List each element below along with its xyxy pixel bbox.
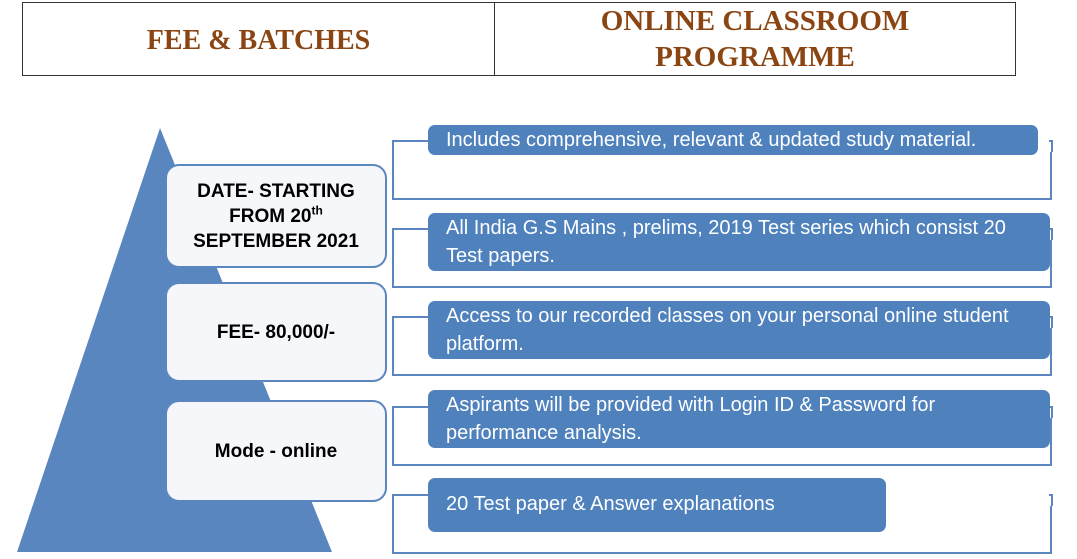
point-3: Access to our recorded classes on your personal online student platform. bbox=[428, 301, 1050, 359]
header-right-line2: PROGRAMME bbox=[655, 41, 855, 73]
mode-text: Mode - online bbox=[214, 440, 338, 462]
date-line2 bbox=[193, 204, 359, 229]
bracket-1 bbox=[392, 152, 1052, 200]
date-line1: DATE- STARTING bbox=[197, 180, 355, 202]
fee-text: FEE- 80,000/- bbox=[216, 321, 336, 343]
date-line2-sup: th bbox=[311, 203, 323, 218]
point-4: Aspirants will be provided with Login ID & Password for performance analysis. bbox=[428, 390, 1050, 448]
point-5: 20 Test paper & Answer explanations bbox=[428, 478, 886, 532]
info-box-date bbox=[165, 164, 387, 268]
point-2: All India G.S Mains , prelims, 2019 Test series which consist 20 Test papers. bbox=[428, 213, 1050, 271]
date-line3: SEPTEMBER 2021 bbox=[193, 230, 359, 252]
info-box-mode bbox=[165, 400, 387, 502]
date-line2-text: FROM 20 bbox=[229, 205, 312, 227]
point-1: Includes comprehensive, relevant & updated study material. bbox=[428, 125, 1038, 155]
header-left-title: FEE & BATCHES bbox=[23, 3, 495, 75]
info-box-fee bbox=[165, 282, 387, 382]
header-right-line1: ONLINE CLASSROOM bbox=[600, 5, 910, 37]
